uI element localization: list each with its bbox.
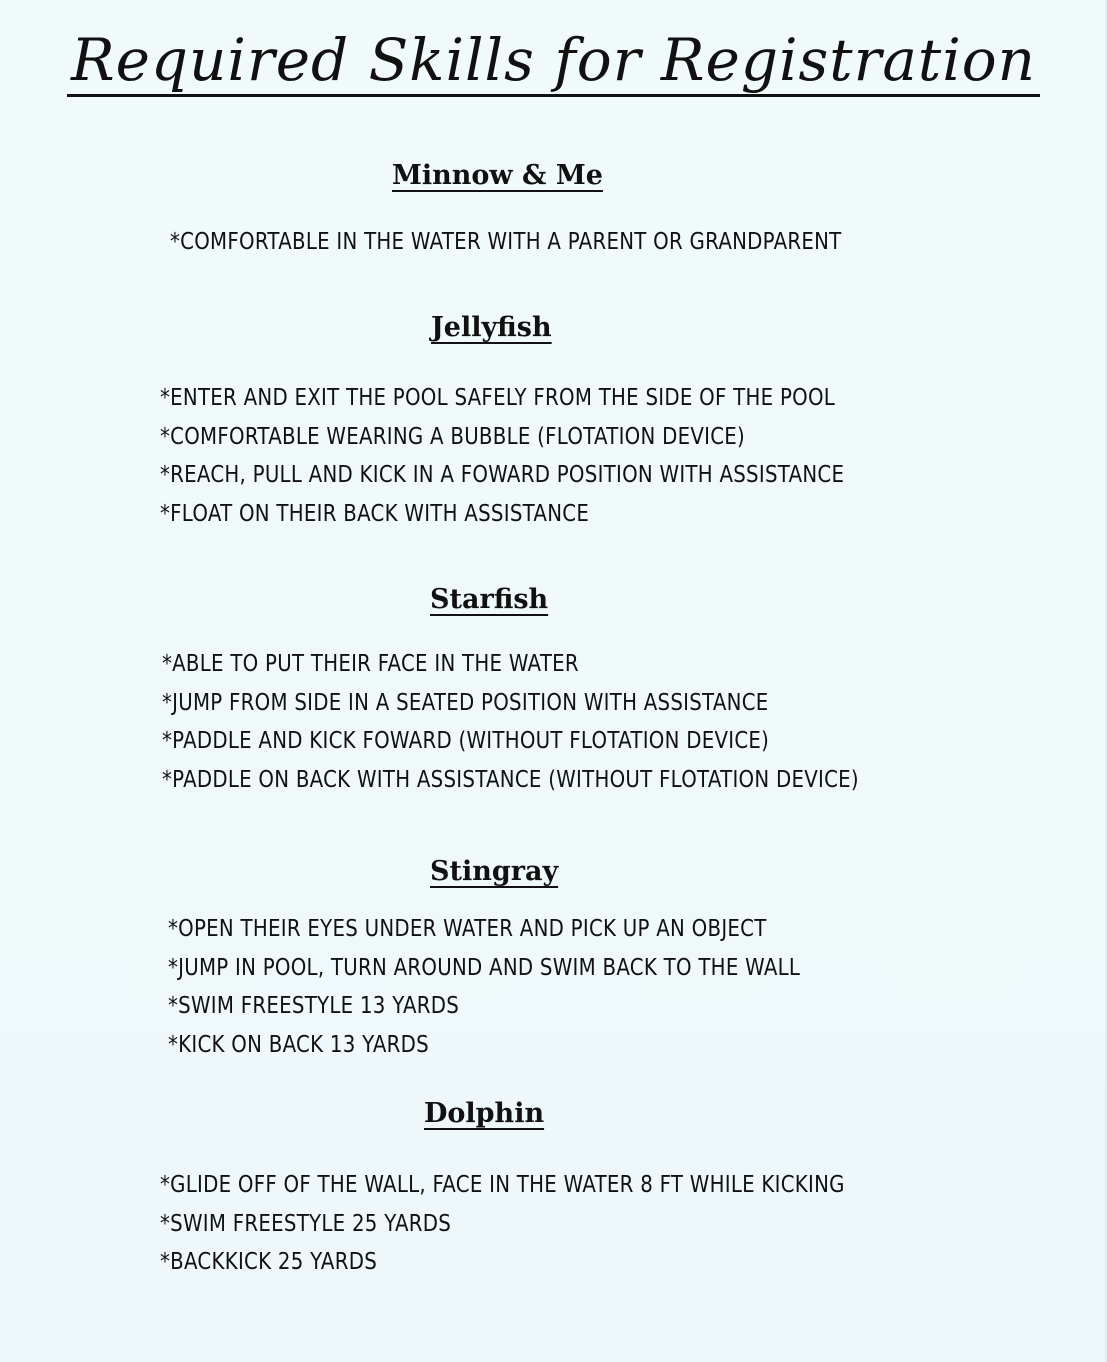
skill-item: *PADDLE AND KICK FOWARD (WITHOUT FLOTATION DEVICE) (162, 728, 770, 754)
skill-item: *JUMP IN POOL, TURN AROUND AND SWIM BACK TO THE WALL (168, 954, 801, 981)
skill-item: *PADDLE ON BACK WITH ASSISTANCE (WITHOUT FLOTATION DEVICE) (162, 766, 859, 793)
skill-item: *COMFORTABLE IN THE WATER WITH A PARENT OR GRANDPARENT (170, 229, 842, 255)
skill-item: *GLIDE OFF OF THE WALL, FACE IN THE WATER 8 FT WHILE KICKING (160, 1172, 845, 1198)
skill-item: *SWIM FREESTYLE 25 YARDS (160, 1210, 452, 1237)
skill-list (162, 645, 972, 799)
skill-list (170, 223, 951, 262)
skill-item: *REACH, PULL AND KICK IN A FOWARD POSITION WITH ASSISTANCE (160, 462, 845, 488)
section-title: Starfish (430, 584, 549, 615)
skill-item: *COMFORTABLE WEARING A BUBBLE (FLOTATION DEVICE) (160, 423, 746, 450)
skill-item: *JUMP FROM SIDE IN A SEATED POSITION WITH ASSISTANCE (162, 689, 769, 716)
skill-item: *FLOAT ON THEIR BACK WITH ASSISTANCE (160, 500, 590, 527)
skill-item: *KICK ON BACK 13 YARDS (168, 1031, 429, 1058)
skill-item: *BACKKICK 25 YARDS (160, 1249, 378, 1275)
skill-item: *ENTER AND EXIT THE POOL SAFELY FROM THE SIDE OF THE POOL (160, 385, 836, 411)
page-title (0, 20, 1107, 100)
skill-list (160, 379, 956, 533)
section-title: Dolphin (424, 1098, 545, 1129)
skill-item: *SWIM FREESTYLE 13 YARDS (168, 993, 460, 1019)
skill-item: *ABLE TO PUT THEIR FACE IN THE WATER (162, 651, 579, 677)
section-title: Stingray (430, 856, 559, 887)
skill-list (160, 1166, 956, 1282)
skill-item: *OPEN THEIR EYES UNDER WATER AND PICK UP AN OBJECT (168, 916, 767, 942)
skill-list (168, 910, 903, 1064)
section-title: Jellyfish (431, 312, 552, 343)
page-title-text: Required Skills for Registration (67, 26, 1040, 97)
section-title: Minnow & Me (392, 160, 603, 191)
